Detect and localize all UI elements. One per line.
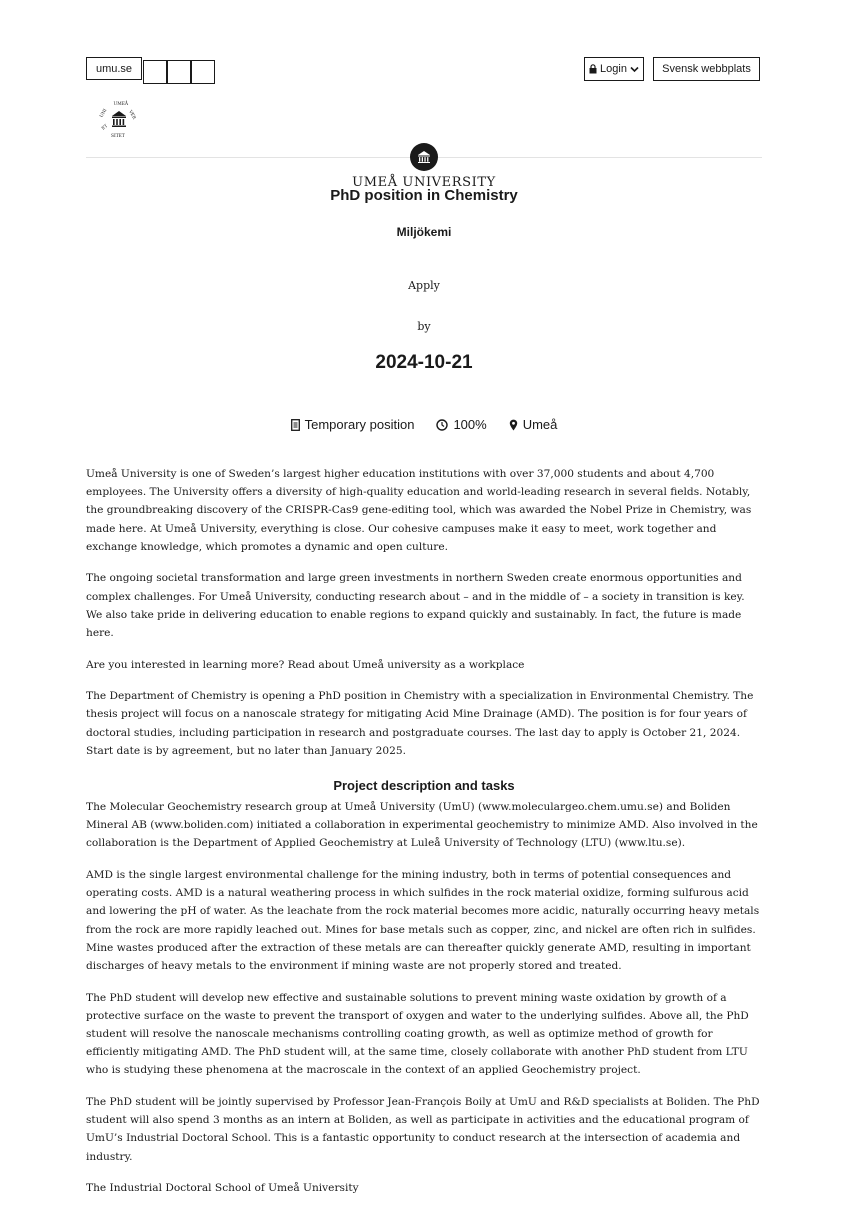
svg-text:UMEÅ: UMEÅ — [113, 102, 129, 107]
position-summary: The Department of Chemistry is opening a PhD position in Chemistry with a specialization in Environmental Chemistry. The thesis project will focus on a nanoscale strategy for mitigating Acid Mine Drainage (AMD). The position is for four years of doctoral studies, including participation in research and postgraduate courses. The last day to apply is October 21, 2024. Start date is by agreement, but no later than January 2025. — [86, 690, 754, 757]
supervision-paragraph: The PhD student will be jointly supervised by Professor Jean-François Boily at UmU and R&D specialists at Boliden. The PhD student will also spend 3 months as an intern at Boliden, as well as participate in activities and the educational program of UmU’s Industrial Doctoral School. This is a fantastic opportunity to conduct research at the intersection of academia and industry. — [86, 1096, 760, 1163]
section-heading: Project description and tasks — [333, 778, 515, 794]
nav-button-2[interactable] — [167, 60, 191, 84]
svg-text:SITET: SITET — [111, 134, 125, 139]
application-deadline: 2024-10-21 — [375, 352, 473, 373]
lock-icon — [589, 64, 597, 74]
university-name: UMEÅ UNIVERSITY — [352, 175, 496, 190]
job-meta — [0, 417, 848, 432]
by-label: by — [417, 320, 431, 333]
login-button[interactable] — [584, 57, 644, 81]
umu-home-link[interactable]: umu.se — [86, 57, 142, 80]
document-icon — [291, 419, 300, 431]
university-seal-center — [410, 143, 438, 171]
employment-type — [291, 417, 415, 432]
svg-text:VER: VER — [127, 109, 137, 121]
workplace-link[interactable]: Are you interested in learning more? Read about Umeå university as a workplace — [86, 658, 525, 671]
swedish-site-link[interactable]: Svensk webbplats — [653, 57, 760, 81]
university-seal-logo[interactable] — [99, 99, 139, 139]
employment-type-label: Temporary position — [304, 417, 415, 432]
work-location — [509, 417, 558, 432]
apply-label: Apply — [408, 279, 440, 292]
chevron-down-icon — [630, 66, 639, 73]
page-title: PhD position in Chemistry — [330, 187, 518, 204]
location-pin-icon — [509, 419, 518, 431]
svg-text:UNI: UNI — [99, 108, 109, 119]
work-extent — [436, 417, 486, 432]
nav-button-3[interactable] — [191, 60, 215, 84]
work-location-label: Umeå — [522, 417, 558, 432]
svg-text:ET: ET — [101, 123, 109, 132]
job-description — [86, 465, 762, 1211]
societal-paragraph: The ongoing societal transformation and large green investments in northern Sweden create enormous opportunities and complex challenges. For Umeå University, conducting research about – and in the middle of – a society in transition is key. We also take pride in delivering education to enable regions to expand quickly and sustainably. In fact, the future is made here. — [86, 572, 745, 640]
doctoral-school-link[interactable]: The Industrial Doctoral School of Umeå University — [86, 1182, 359, 1195]
nav-button-1[interactable] — [143, 60, 167, 84]
amd-paragraph: AMD is the single largest environmental challenge for the mining industry, both in terms of potential consequences and operating costs. AMD is a natural weathering process in which sulfides in the rock material oxidize, forming sulfurous acid and lowering the pH of water. As the leachate from the rock material becomes more acidic, naturally occurring heavy metals from the rock are more rapidly leached out. Mines for base metals such as copper, zinc, and nickel are often rich in sulfides. Mine wastes produced after the extraction of these metals are can thereafter quickly generate AMD, resulting in important discharges of heavy metals to the environment if mining waste are not properly stored and treated. — [86, 869, 760, 973]
clock-icon — [436, 419, 448, 431]
research-paragraph: The PhD student will develop new effective and sustainable solutions to prevent mining waste oxidation by growth of a protective surface on the waste to prevent the transport of oxygen and water to the underlying sulfides. Above all, the PhD student will resolve the nanoscale mechanisms controlling coating growth, as well as optimize method of growth for efficiently mitigating AMD. The PhD student will, at the same time, closely collaborate with another PhD student from LTU who is studying these phenomena at the macroscale in the context of an applied Geochemistry project. — [86, 991, 749, 1077]
intro-paragraph: Umeå University is one of Sweden’s largest higher education institutions with over 37,000 students and about 4,700 employees. The University offers a diversity of high-quality education and world-leading research in several fields. Notably, the groundbreaking discovery of the CRISPR-Cas9 gene-editing tool, which was awarded the Nobel Prize in Chemistry, was made here. At Umeå University, everything is close. Our cohesive campuses make it easy to meet, work together and exchange knowledge, which promotes a dynamic and open culture. — [86, 468, 752, 553]
work-extent-label: 100% — [453, 417, 487, 432]
collaboration-paragraph: The Molecular Geochemistry research group at Umeå University (UmU) (www.moleculargeo.chem.umu.se) and Boliden Mineral AB (www.boliden.com) initiated a collaboration in experimental geochemistry to minimize AMD. Also involved in the collaboration is the Department of Applied Geochemistry at Luleå University of Technology (LTU) (www.ltu.se). — [86, 801, 758, 850]
login-label: Login — [600, 63, 627, 75]
department-subtitle: Miljökemi — [396, 225, 452, 239]
